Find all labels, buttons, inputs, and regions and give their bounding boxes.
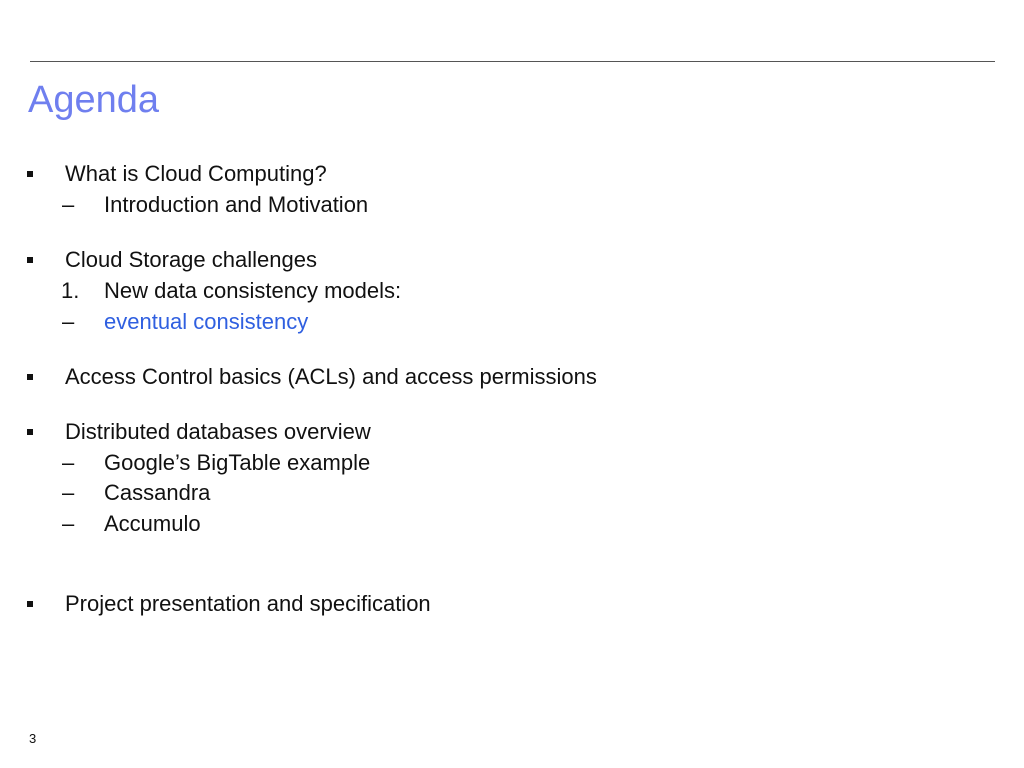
- dash-marker: –: [62, 192, 75, 217]
- agenda-subitem-eventual-consistency: eventual consistency: [104, 309, 309, 334]
- dash-marker: –: [62, 450, 75, 475]
- agenda-subitem-bigtable: Google’s BigTable example: [104, 450, 371, 475]
- bullet-square-icon: [27, 374, 33, 380]
- header-divider: [30, 61, 995, 62]
- bullet-square-icon: [27, 601, 33, 607]
- dash-marker: –: [62, 309, 75, 334]
- dash-marker: –: [62, 480, 75, 505]
- bullet-square-icon: [27, 257, 33, 263]
- agenda-item-access-control: Access Control basics (ACLs) and access permissions: [65, 364, 597, 389]
- agenda-subitem-intro-motivation: Introduction and Motivation: [104, 192, 369, 217]
- agenda-item-cloud-computing: What is Cloud Computing?: [65, 161, 327, 186]
- agenda-item-project-presentation: Project presentation and specification: [65, 591, 431, 616]
- agenda-subitem-accumulo: Accumulo: [104, 511, 201, 536]
- agenda-item-distributed-databases: Distributed databases overview: [65, 419, 371, 444]
- agenda-item-cloud-storage: Cloud Storage challenges: [65, 247, 317, 272]
- bullet-square-icon: [27, 429, 33, 435]
- agenda-subitem-cassandra: Cassandra: [104, 480, 211, 505]
- dash-marker: –: [62, 511, 75, 536]
- agenda-subitem-consistency-models: New data consistency models:: [104, 278, 402, 303]
- slide-title: Agenda: [28, 79, 160, 121]
- number-marker: 1.: [61, 278, 80, 303]
- page-number: 3: [29, 731, 37, 746]
- bullet-square-icon: [27, 171, 33, 177]
